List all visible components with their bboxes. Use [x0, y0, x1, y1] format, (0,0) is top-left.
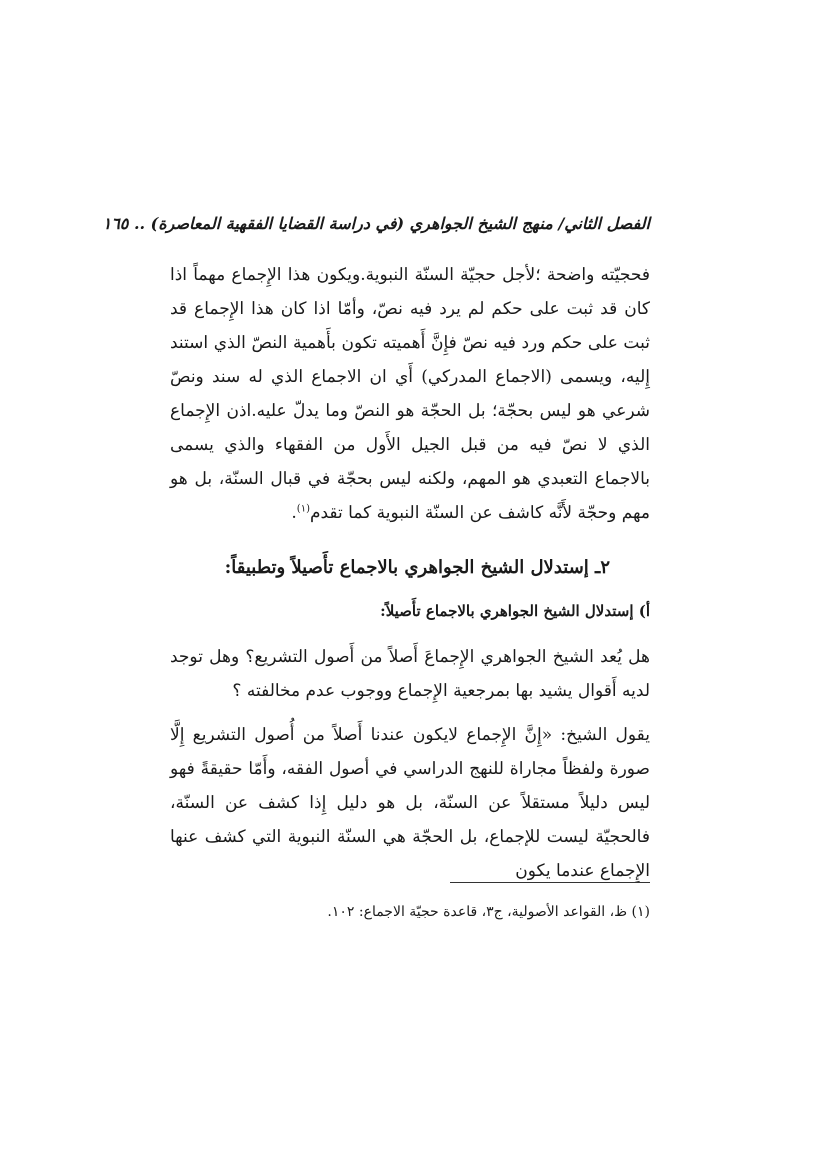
footnote-divider: [450, 882, 650, 883]
body-paragraph-3: يقول الشيخ: «إِنَّ الإِجماع لايكون عندنا أَصلاً من أُصول التشريع إِلَّا صورة ولفظاً مجاراة للنهج الدراسي في أصول الفقه، وأَمّا حقيقةً فهو ليس دليلاً مستقلاً عن السنّة، بل هو دليل إِذا كشف عن السنّة، فالحجيّة ليست للإجماع، بل الحجّة هي السنّة النبوية التي كشف عنها الإِجماع عندما يكون: [170, 725, 650, 881]
body-paragraph-1: [170, 258, 650, 530]
paragraph-1-ending: .: [291, 503, 297, 523]
footnote: (١) ظ، القواعد الأصولية، ج٣، قاعدة حجيّة الاجماع: ١٠٢.: [327, 904, 650, 920]
paragraph-1-text: فحجيّته واضحة ؛لأجل حجيّة السنّة النبوية.ويكون هذا الإِجماع مهماً اذا كان قد ثبت على حكم لم يرد فيه نصّ، وأمّا اذا كان هذا الإِجماع قد ثبت على حكم ورد فيه نصّ فإِنَّ أَهميته تكون بأَهمية النصّ الذي استند إِليه، ويسمى (الاجماع المدركي) أَي ان الاجماع الذي له سند ونصّ شرعي هو ليس بحجّة؛ بل الحجّة هو النصّ وما يدلّ عليه.اذن الإِجماع الذي لا نصّ فيه من قبل الجيل الأَول من الفقهاء والذي يسمى بالاجماع التعبدي هو المهم، ولكنه ليس بحجّة في قبال السنّة، بل هو مهم وحجّة لأَنَّه كاشف عن السنّة النبوية كما تقدم: [170, 265, 650, 523]
footnote-reference[interactable]: (١): [296, 503, 310, 515]
running-header: الفصل الثاني/ منهج الشيخ الجواهري (في دراسة القضايا الفقهية المعاصرة) .. ١٦٥: [102, 214, 650, 233]
subsection-heading: أ) إستدلال الشيخ الجواهري بالاجماع تأَصيلاً:: [380, 602, 650, 620]
body-paragraph-2: هل يُعد الشيخ الجواهري الإِجماعَ أَصلاً من أَصول التشريع؟ وهل توجد لديه أَقوال يشيد بها بمرجعية الإِجماع ووجوب عدم مخالفته ؟: [170, 647, 650, 701]
section-heading: ٢ـ إستدلال الشيخ الجواهري بالاجماع تأَصيلاً وتطبيقاً:: [224, 557, 610, 578]
